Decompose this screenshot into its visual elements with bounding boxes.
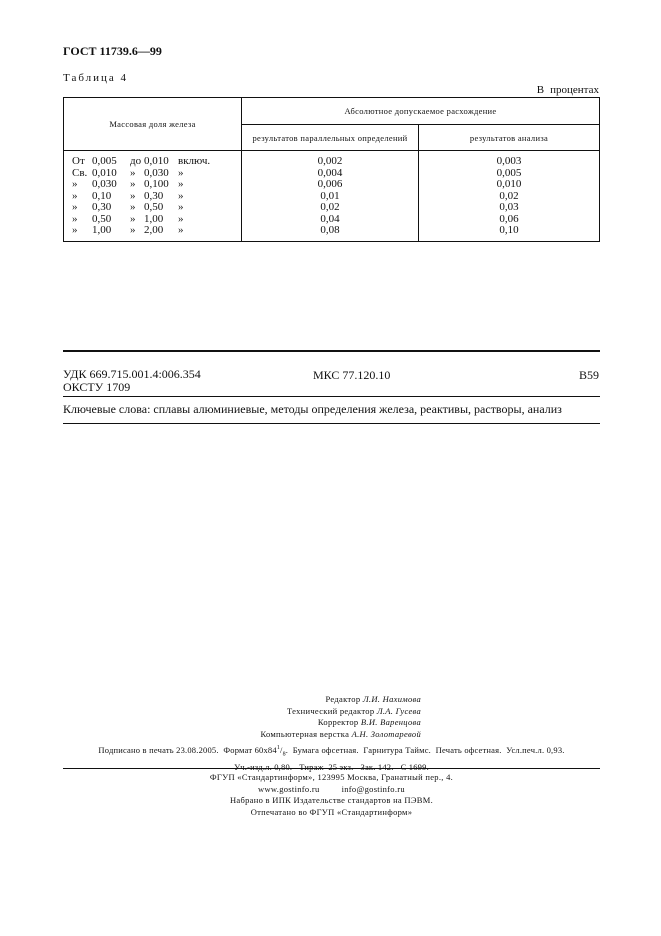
- parallel-value: 0,08: [242, 225, 419, 241]
- range-prefix: »: [72, 212, 78, 225]
- tech-editor-name: Л.А. Гусева: [376, 705, 421, 716]
- range-to: 0,030: [144, 166, 169, 179]
- table-units: [537, 84, 599, 96]
- units-prefix: В: [536, 84, 545, 96]
- typeset-info: Набрано в ИПК Издательстве стандартов на ПЭВМ.: [229, 795, 434, 805]
- parallel-value: 0,006: [242, 179, 419, 191]
- publisher-block: [63, 772, 600, 818]
- layout-name: А.Н. Золотаревой: [351, 728, 421, 739]
- range-to: 0,30: [144, 189, 164, 202]
- okstu-code: ОКСТУ 1709: [63, 380, 131, 394]
- code-number: С 1699.: [400, 761, 429, 772]
- col-header-mass-fraction: Массовая доля железа: [64, 98, 242, 151]
- table-row: [64, 151, 600, 168]
- range-from: 0,30: [92, 201, 112, 213]
- classification-codes: [63, 368, 201, 394]
- range-suffix: включ.: [178, 155, 211, 167]
- range-to: 1,00: [144, 212, 164, 225]
- range-cell: [64, 202, 242, 214]
- corrector-name: В.И. Варенцова: [360, 717, 421, 727]
- analysis-value: 0,10: [419, 225, 600, 241]
- tolerance-table: [63, 97, 600, 242]
- printed-info: Отпечатано во ФГУП «Стандартинформ»: [250, 806, 413, 817]
- divider: [63, 396, 600, 397]
- range-to: 0,50: [144, 201, 164, 213]
- table-caption: Таблица 4: [63, 72, 129, 84]
- range-from: 0,10: [92, 189, 112, 202]
- format-dot: .: [285, 744, 289, 755]
- range-prefix: »: [72, 224, 78, 236]
- signed-date: Подписано в печать 23.08.2005.: [98, 744, 219, 755]
- typeface: Гарнитура Таймс.: [363, 744, 432, 755]
- publisher-email[interactable]: info@gostinfo.ru: [341, 783, 405, 794]
- range-from: 0,50: [92, 212, 112, 225]
- editor-name: Л.И. Нахимова: [362, 694, 421, 704]
- order-number: Зак. 142.: [360, 761, 394, 772]
- mks-code: МКС 77.120.10: [313, 368, 391, 382]
- tech-editor-label: Технический редактор: [286, 705, 375, 716]
- range-from: 0,030: [92, 178, 117, 190]
- table-row: [64, 202, 600, 214]
- range-prefix: »: [72, 201, 78, 213]
- range-to: 0,010: [144, 155, 169, 167]
- divider-thick: [63, 350, 600, 352]
- range-mid: »: [130, 189, 136, 202]
- format-slash: /: [280, 744, 283, 755]
- publisher-sheets: Уч.-изд.л. 0,80.: [234, 761, 293, 772]
- corrector-label: Корректор: [317, 717, 359, 727]
- circulation-label: Тираж: [299, 761, 324, 772]
- parallel-value: 0,01: [242, 191, 419, 203]
- publisher-site[interactable]: www.gostinfo.ru: [258, 783, 320, 794]
- layout-label: Компьютерная верстка: [260, 728, 350, 739]
- format-sup: 1: [276, 745, 281, 751]
- range-from: 1,00: [92, 224, 112, 236]
- range-suffix: »: [178, 212, 184, 225]
- print-sheets: Усл.печ.л. 0,93.: [506, 744, 565, 755]
- range-prefix: »: [72, 178, 78, 190]
- table-row: [64, 179, 600, 191]
- range-to: 0,100: [144, 178, 169, 190]
- table-body: [64, 151, 600, 242]
- circulation: 25 экз.: [328, 761, 354, 772]
- col-header-analysis: результатов анализа: [419, 125, 600, 151]
- credits-block: [200, 694, 421, 740]
- format: Формат 60x84: [223, 744, 277, 755]
- range-prefix: »: [72, 189, 78, 202]
- range-suffix: »: [178, 201, 184, 213]
- range-mid: »: [130, 224, 136, 236]
- range-prefix: Св.: [72, 166, 88, 179]
- analysis-value: 0,003: [419, 151, 600, 168]
- units-label: процентах: [550, 84, 599, 96]
- range-cell: [64, 179, 242, 191]
- range-to: 2,00: [144, 224, 164, 236]
- range-mid: »: [130, 201, 136, 213]
- col-header-parallel: результатов параллельных определений: [242, 125, 419, 151]
- analysis-value: 0,02: [419, 191, 600, 203]
- range-mid: »: [130, 212, 136, 225]
- parallel-value: 0,04: [242, 214, 419, 226]
- editor-label: Редактор: [325, 694, 361, 704]
- range-cell: [64, 151, 242, 168]
- group-code: В59: [578, 368, 599, 382]
- col-header-group: Абсолютное допускаемое расхождение: [242, 98, 600, 125]
- range-suffix: »: [178, 166, 184, 179]
- analysis-value: 0,005: [419, 168, 600, 180]
- parallel-value: 0,002: [242, 151, 419, 168]
- range-mid: »: [130, 166, 136, 179]
- analysis-value: 0,03: [419, 202, 600, 214]
- table-row: [64, 225, 600, 241]
- document-header: ГОСТ 11739.6—99: [63, 44, 162, 58]
- paper: Бумага офсетная.: [292, 744, 359, 755]
- divider: [63, 423, 600, 424]
- analysis-value: 0,010: [419, 179, 600, 191]
- range-from: 0,010: [92, 166, 117, 179]
- divider: [63, 768, 600, 769]
- publisher-address: ФГУП «Стандартинформ», 123995 Москва, Гранатный пер., 4.: [209, 772, 454, 782]
- range-suffix: »: [178, 224, 184, 236]
- range-suffix: »: [178, 189, 184, 202]
- udk-code: УДК 669.715.001.4:006.354: [63, 367, 201, 381]
- range-suffix: »: [178, 178, 184, 190]
- range-cell: [64, 225, 242, 241]
- print-type: Печать офсетная.: [435, 744, 502, 755]
- parallel-value: 0,004: [242, 168, 419, 180]
- keywords: Ключевые слова: сплавы алюминиевые, методы определения железа, реактивы, растворы, анализ: [63, 402, 562, 416]
- range-prefix: От: [72, 155, 85, 167]
- range-mid: »: [130, 178, 136, 190]
- format-sub: 8: [282, 751, 286, 758]
- range-mid: до: [130, 155, 142, 167]
- parallel-value: 0,02: [242, 202, 419, 214]
- range-from: 0,005: [92, 155, 117, 167]
- analysis-value: 0,06: [419, 214, 600, 226]
